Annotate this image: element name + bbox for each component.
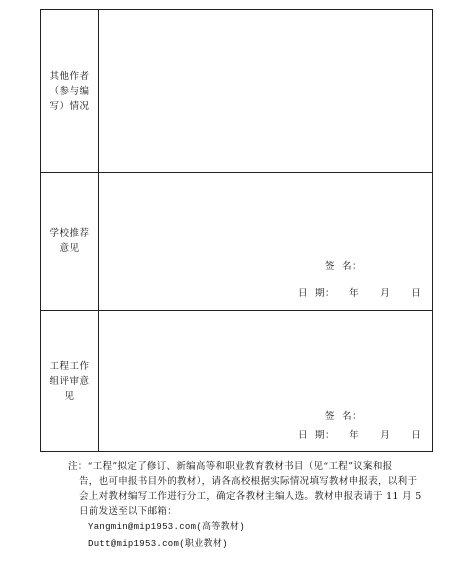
form-table	[40, 9, 433, 452]
other-authors-input-area[interactable]	[98, 10, 432, 172]
note-line: 会上对教材编写工作进行分工，确定各教材主编人选。教材申报表请于 11 月 5	[79, 491, 422, 502]
review-row	[41, 310, 432, 452]
notes-block	[68, 459, 440, 553]
signature-label: 签 名：	[325, 261, 363, 272]
row-label-cell	[41, 310, 99, 452]
review-input-area[interactable]	[98, 310, 432, 452]
email-link-higher-ed[interactable]: Yangmin@mip1953.com(高等教材)	[88, 522, 245, 532]
date-label: 日 期： 年 月 日	[298, 288, 422, 299]
note-line: 注：“工程”拟定了修订、新编高等和职业教育教材书目（见“工程”议案和报	[68, 461, 393, 472]
row-label-cell	[41, 172, 99, 310]
row-label-cell	[41, 10, 99, 172]
other-authors-row	[41, 10, 432, 173]
note-line: 日前发送至以下邮箱：	[79, 506, 178, 517]
note-line: 告，也可申报书目外的教材），请各高校根据实际情况填写教材申报表，以利于	[79, 476, 418, 487]
review-label: 工程工作 组评审意 见	[49, 360, 90, 402]
email-link-vocational[interactable]: Dutt@mip1953.com(职业教材)	[88, 539, 228, 549]
date-label: 日 期： 年 月 日	[298, 430, 422, 441]
signature-label: 签 名：	[325, 411, 363, 422]
school-recommendation-input-area[interactable]	[98, 172, 432, 310]
school-recommendation-row	[41, 172, 432, 311]
other-authors-label: 其他作者 （参与编 写）情况	[49, 70, 90, 112]
school-recommendation-label: 学校推荐 意见	[49, 228, 90, 254]
